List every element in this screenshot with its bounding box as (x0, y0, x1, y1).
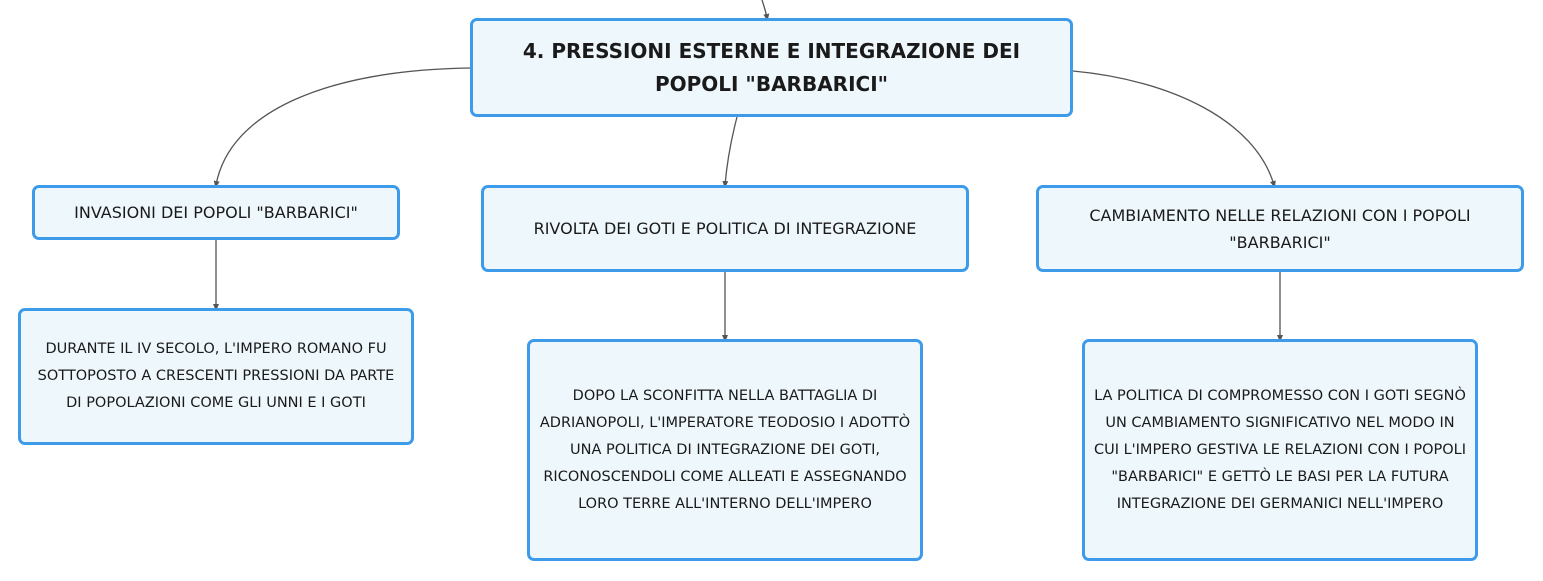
topic-label: CAMBIAMENTO NELLE RELAZIONI CON I POPOLI "BARBARICI" (1089, 205, 1471, 252)
root-node[interactable] (470, 18, 1073, 117)
topic-label: RIVOLTA DEI GOTI E POLITICA DI INTEGRAZIONE (533, 219, 917, 238)
detail-text: DOPO LA SCONFITTA NELLA BATTAGLIA DI ADRIANOPOLI, L'IMPERATORE TEODOSIO I ADOTTÒ UNA POLITICA DI INTEGRAZIONE DEI GOTI, RICONOSCENDOLI COME ALLEATI E ASSEGNANDO LORO TERRE ALL'INTERNO DELL'IMPERO (539, 387, 911, 512)
detail-node-rivolta-goti[interactable] (527, 339, 923, 561)
topic-node-invasioni[interactable] (32, 185, 400, 240)
connector-parent-to-root (762, 0, 767, 18)
connector-root-to-topic-2 (725, 117, 737, 185)
connector-root-to-topic-3 (1073, 71, 1274, 185)
topic-node-cambiamento-relazioni[interactable] (1036, 185, 1524, 272)
topic-label: INVASIONI DEI POPOLI "BARBARICI" (74, 203, 358, 222)
root-title: 4. PRESSIONI ESTERNE E INTEGRAZIONE DEI POPOLI "BARBARICI" (522, 38, 1021, 96)
detail-text: LA POLITICA DI COMPROMESSO CON I GOTI SEGNÒ UN CAMBIAMENTO SIGNIFICATIVO NEL MODO IN CUI L'IMPERO GESTIVA LE RELAZIONI CON I POPOLI "BARBARICI" E GETTÒ LE BASI PER LA FUTURA INTEGRAZIONE DEI GERMANICI NELL'IMPERO (1093, 387, 1467, 512)
detail-text: DURANTE IL IV SECOLO, L'IMPERO ROMANO FU SOTTOPOSTO A CRESCENTI PRESSIONI DA PARTE DI POPOLAZIONI COME GLI UNNI E I GOTI (37, 341, 395, 411)
detail-node-invasioni[interactable] (18, 308, 414, 445)
detail-node-cambiamento-relazioni[interactable] (1082, 339, 1478, 561)
connector-root-to-topic-1 (216, 68, 470, 185)
topic-node-rivolta-goti[interactable] (481, 185, 969, 272)
